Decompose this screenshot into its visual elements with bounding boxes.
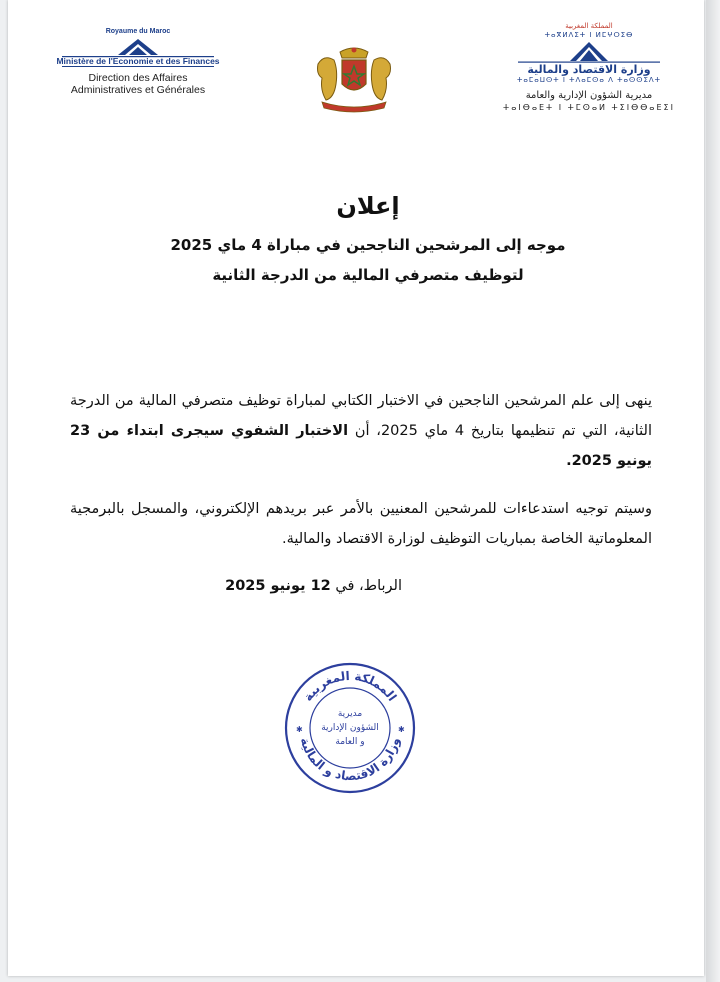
kingdom-label-tf: ⵜⴰⴳⵍⴷⵉⵜ ⵏ ⵍⵎⵖⵔⵉⴱ (544, 31, 634, 39)
header-right (494, 22, 684, 112)
official-stamp (280, 658, 420, 798)
stamp-star-left-icon: ✱ (296, 725, 303, 734)
announcement-subtitle-1: موجه إلى المرشحين الناجحين في مباراة 4 ماي 2025 (170, 236, 566, 254)
oral-exam-date-text: الاختبار الشفوي سيجرى ابتداء من 23 يونيو 2025. (70, 423, 652, 469)
kingdom-label-fr: Royaume du Maroc (105, 28, 171, 35)
body-paragraph-2: وسيتم توجيه استدعاءات للمرشحين المعنيين بالأمر عبر بريدهم الإلكتروني، والمسجل بالبرمجية المعلوماتية الخاصة بمباريات التوظيف لوزارة الاقتصاد والمالية. (70, 501, 652, 547)
direction-label-tf: ⵜⴰⵏⴱⴰⴹⵜ ⵏ ⵜⵎⵙⴰⵍ ⵜⵉⵏⴱⴱⴰⴹⵉⵏ (503, 103, 675, 112)
coat-of-arms-icon (304, 44, 404, 114)
ministry-logo-icon-right (514, 41, 664, 63)
stamp-outer-bottom-text: وزارة الاقتصاد و المالية (297, 736, 403, 784)
kingdom-label-ar: المملكة المغربية (565, 22, 613, 30)
stamp-inner-line-3: و العامة (335, 737, 365, 747)
page-shadow-edge (706, 0, 720, 982)
header-left (48, 28, 228, 96)
direction-line-2: Administratives et Générales (70, 84, 206, 96)
stamp-inner-line-2: الشؤون الإدارية (321, 723, 379, 733)
body-paragraph-1-text: ينهى إلى علم المرشحين الناجحين في الاختبار الكتابي لمباراة توظيف متصرفي المالية من الدرجة الثانية، التي تم تنظيمها بتاريخ 4 ماي 2025، أن (70, 393, 652, 439)
announcement-subtitle-2: لتوظيف متصرفي المالية من الدرجة الثانية (212, 266, 524, 284)
stamp-inner-line-1: مديرية (337, 709, 363, 719)
direction-line-1: Direction des Affaires (88, 72, 188, 84)
date-prefix: الرباط، في (330, 578, 402, 594)
announcement-title: إعلان (336, 192, 400, 220)
ministry-label-tf: ⵜⴰⵎⴰⵡⵙⵜ ⵏ ⵜⴷⴰⵎⵙⴰ ⴷ ⵜⴰⵙⵙⵉⴷⵜ (516, 76, 662, 84)
ministry-label-fr: Ministère de l'Economie et des Finances (56, 56, 220, 66)
stamp-outer-top-text: المملكة المغربية (300, 668, 400, 704)
stamp-star-right-icon: ✱ (398, 725, 405, 734)
direction-label-fr (48, 72, 228, 96)
date-value: 12 يونيو 2025 (225, 578, 331, 594)
ministry-label-ar: وزارة الاقتصاد والمالية (527, 63, 651, 76)
body-paragraph-1 (70, 386, 652, 476)
direction-label-ar: مديرية الشؤون الإدارية والعامة (525, 90, 653, 101)
document-page (8, 0, 704, 976)
signature-date (208, 578, 402, 594)
